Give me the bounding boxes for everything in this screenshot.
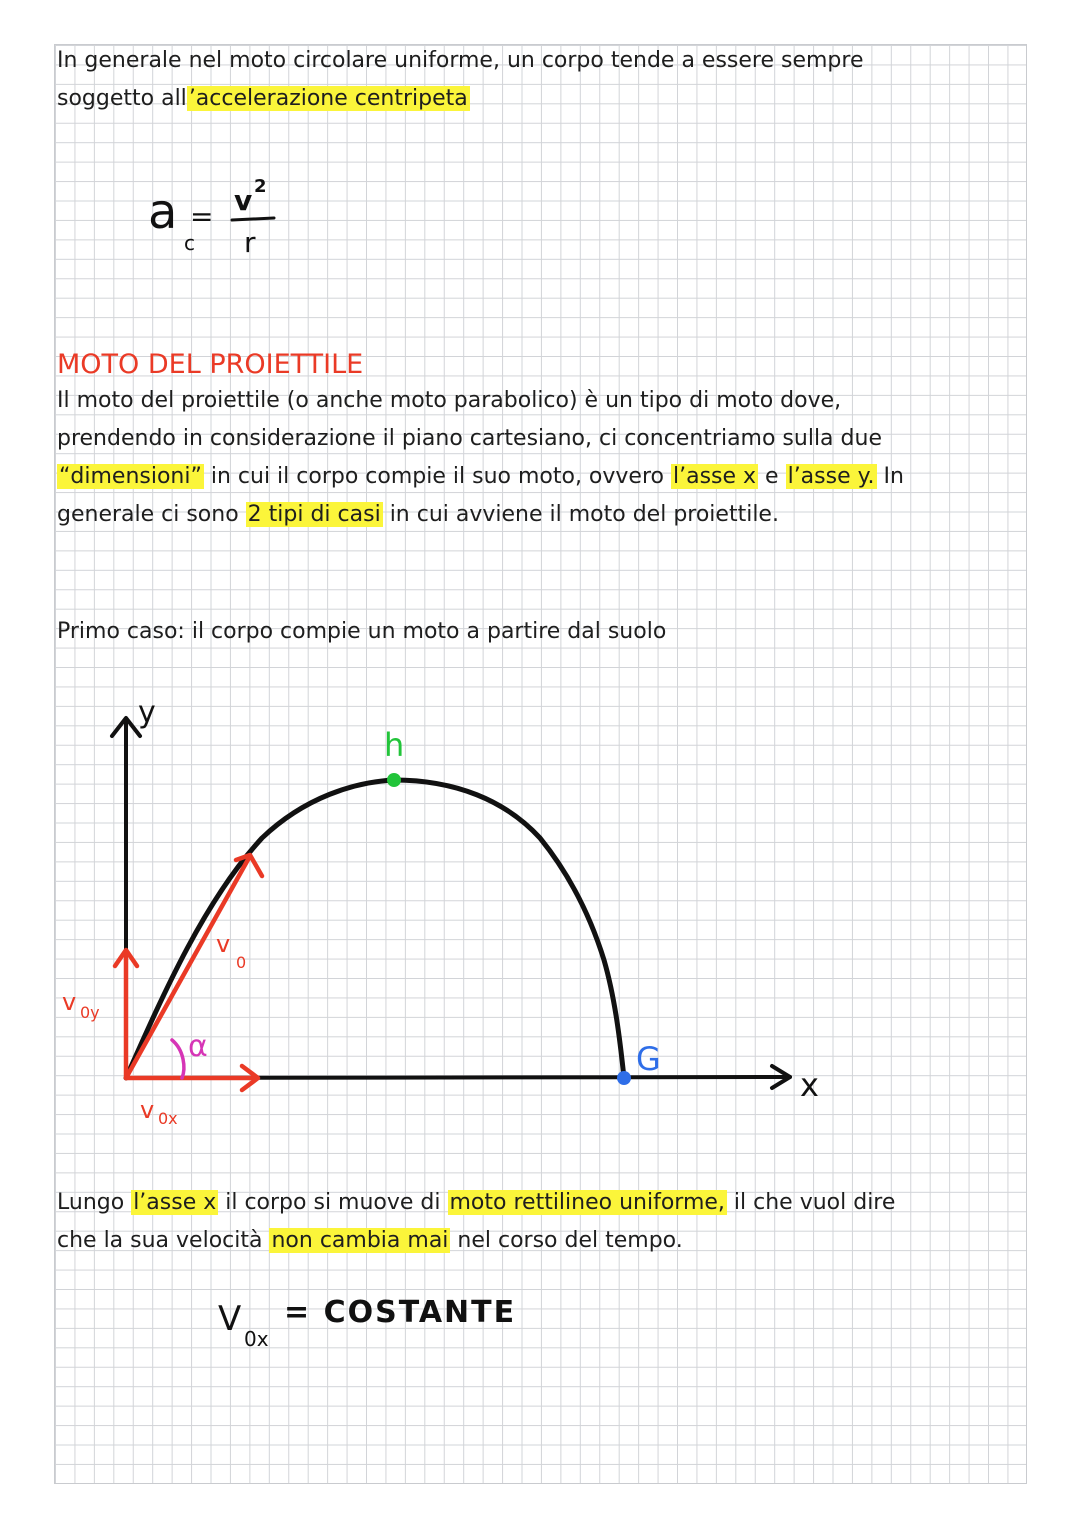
formula-centripetal	[140, 160, 300, 270]
intro-line-2-text: soggetto all	[57, 86, 187, 111]
section-line-3-mid: in cui il corpo compie il suo moto, ovvero	[203, 464, 671, 489]
angle-arc	[172, 1040, 184, 1078]
v0y-label: v	[62, 988, 77, 1016]
formula-vox-costante	[214, 1286, 554, 1356]
formula-eq: =	[190, 200, 214, 233]
formula-vox-rest: = COSTANTE	[284, 1295, 517, 1330]
section-line-1: Il moto del proiettile (o anche moto parabolico) è un tipo di moto dove,	[57, 388, 842, 413]
v0x-label-sub: 0x	[158, 1109, 178, 1128]
landing-point	[617, 1071, 631, 1085]
p2-line-2-post: nel corso del tempo.	[450, 1228, 683, 1253]
section-line-3-end: In	[876, 464, 904, 489]
highlight-non-cambia-mai: non cambia mai	[271, 1228, 449, 1253]
formula-num-v: v	[234, 184, 253, 217]
section-line-2: prendendo in considerazione il piano cartesiano, ci concentriamo sulla due	[57, 426, 882, 451]
p2-line-2-pre: che la sua velocità	[57, 1228, 270, 1253]
section-line-4	[57, 496, 779, 534]
paragraph2-line-1	[57, 1184, 895, 1222]
formula-fraction-bar	[232, 218, 274, 220]
p2-line-1-mid: il corpo si muove di	[218, 1190, 448, 1215]
paragraph2-line-2	[57, 1222, 683, 1260]
formula-vox-v: V	[218, 1299, 242, 1339]
v0x-label: v	[140, 1096, 155, 1124]
highlight-accelerazione-centripeta: ’accelerazione centripeta	[188, 86, 468, 111]
formula-a: a	[148, 184, 178, 240]
p2-line-1-post: il che vuol dire	[726, 1190, 896, 1215]
projectile-diagram	[0, 680, 1080, 1140]
max-height-point	[387, 773, 401, 787]
landing-point-label: G	[636, 1040, 661, 1078]
x-axis-label: x	[800, 1066, 819, 1104]
v0-label-sub: 0	[236, 953, 247, 972]
formula-den-r: r	[244, 226, 256, 259]
section-line-4-post: in cui avviene il moto del proiettile.	[382, 502, 779, 527]
highlight-2-tipi-di-casi: 2 tipi di casi	[247, 502, 381, 527]
highlight-asse-x-2: l’asse x	[133, 1190, 217, 1215]
primo-caso-line: Primo caso: il corpo compie un moto a partire dal suolo	[57, 619, 667, 644]
formula-sub-c: c	[184, 231, 195, 255]
angle-alpha-label: α	[188, 1029, 208, 1064]
p2-line-1-pre: Lungo	[57, 1190, 132, 1215]
highlight-asse-x: l’asse x	[672, 464, 757, 489]
intro-line-1-text: In generale nel moto circolare uniforme, un corpo tende a essere sempre	[57, 48, 864, 73]
v0-label: v	[216, 930, 231, 958]
max-height-label: h	[384, 726, 405, 764]
section-line-3	[57, 458, 904, 496]
formula-vox-sub: 0x	[244, 1327, 269, 1351]
y-axis-label: y	[138, 695, 156, 730]
v0y-label-sub: 0y	[80, 1003, 100, 1022]
section-title: MOTO DEL PROIETTILE	[57, 349, 364, 380]
formula-exp-2: 2	[254, 176, 267, 197]
intro-line-2	[57, 80, 470, 118]
intro-line-1	[57, 42, 864, 80]
highlight-dimensioni: “dimensioni”	[59, 464, 202, 489]
section-line-3-e: e	[758, 464, 786, 489]
section-line-4-pre: generale ci sono	[57, 502, 246, 527]
highlight-asse-y: l’asse y.	[787, 464, 875, 489]
highlight-moto-rettilineo-uniforme: moto rettilineo uniforme,	[449, 1190, 725, 1215]
